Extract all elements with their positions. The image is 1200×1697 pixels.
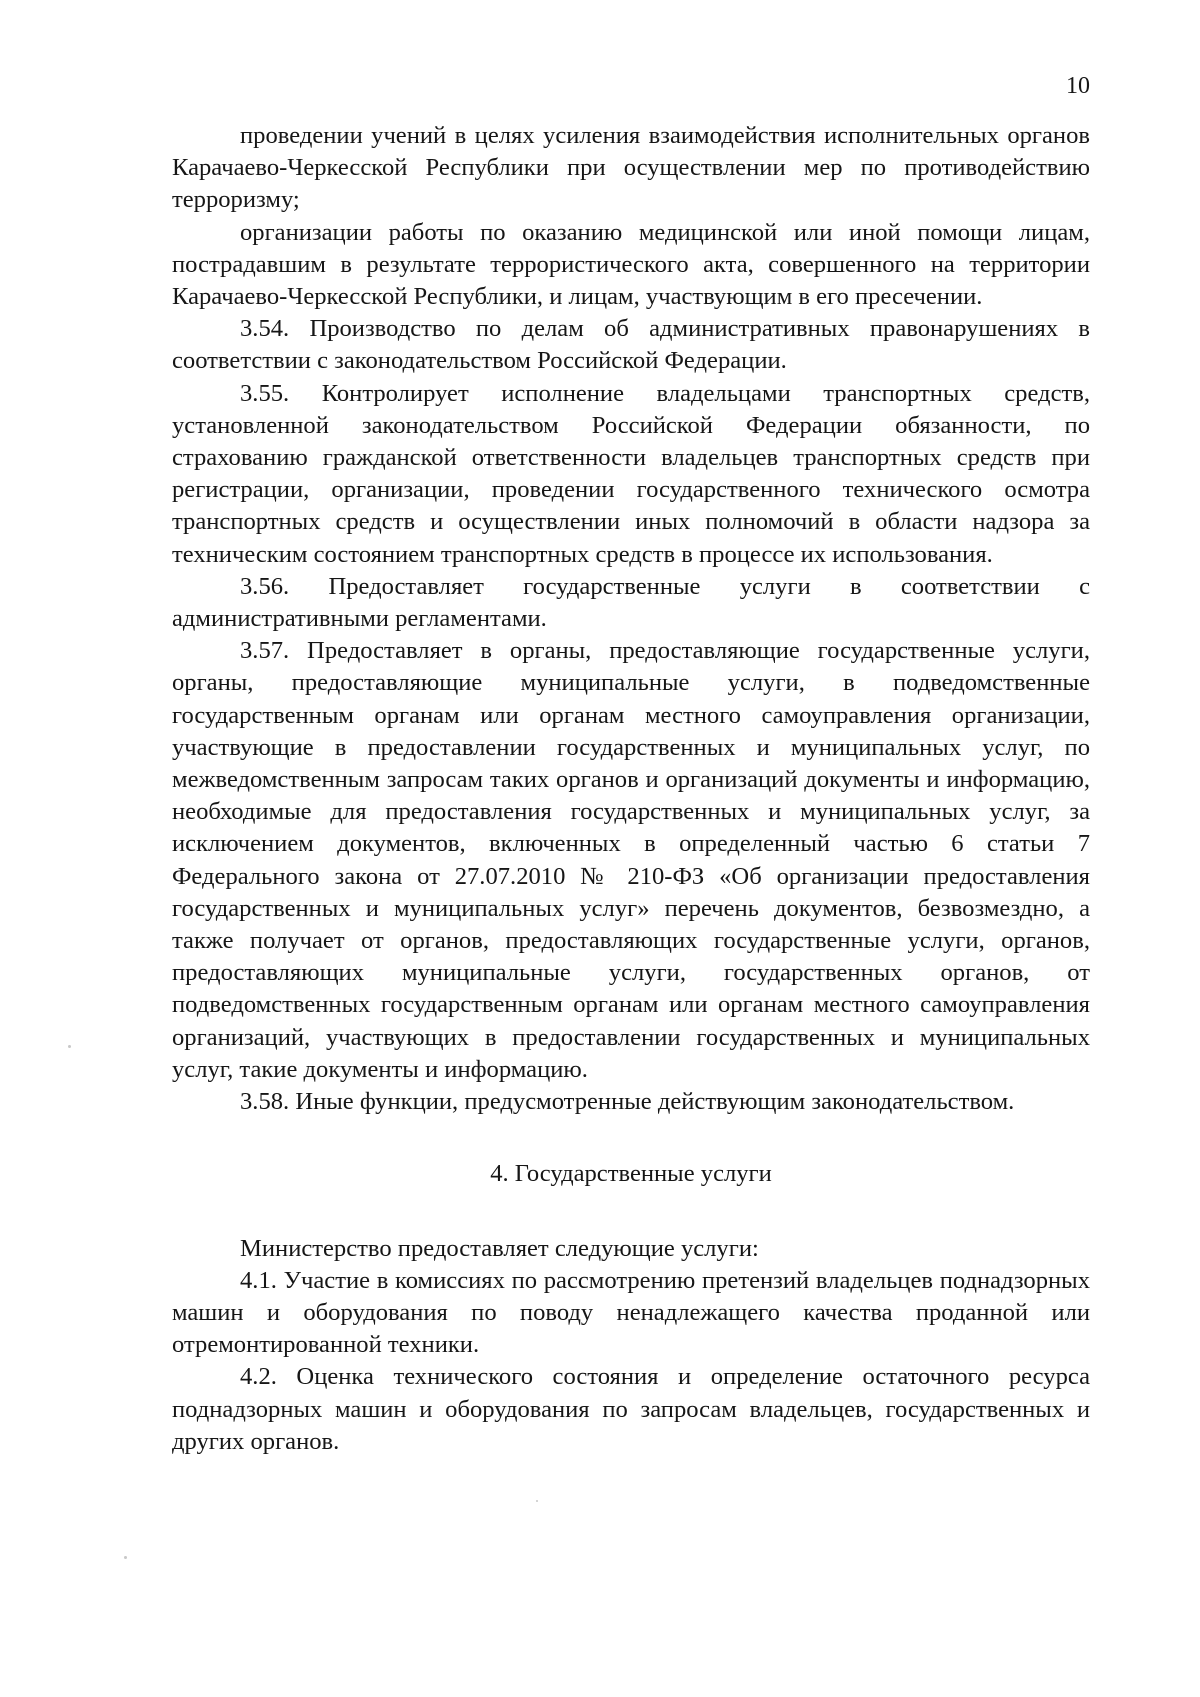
paragraph-3-55: 3.55. Контролирует исполнение владельцами транспортных средств, установленной законодательством Российской Федерации обязанности, по страхованию гражданской ответственности владельцев транспортных средств при регистрации, организации, проведении государственного технического осмотра транспортных средств и осуществлении иных полномочий в области надзора за техническим состоянием транспортных средств в процессе их использования. bbox=[172, 379, 1090, 568]
document-body bbox=[172, 120, 1090, 1458]
section-4-title: 4. Государственные услуги bbox=[490, 1160, 772, 1188]
paragraph-medical-aid: организации работы по оказанию медицинской или иной помощи лицам, пострадавшим в результате террористического акта, совершенного на территории Карачаево-Черкесской Республики, и лицам, участвующим в его пресечении. bbox=[172, 218, 1090, 311]
paragraph-3-54: 3.54. Производство по делам об административных правонарушениях в соответствии с законодательством Российской Федерации. bbox=[172, 315, 1090, 375]
paragraph-3-57: 3.57. Предоставляет в органы, предоставляющие государственные услуги, органы, предоставляющие муниципальные услуги, в подведомственные государственным органам или органам местного самоуправления организации, участвующие в предоставлении государственных и муниципальных услуг, по межведомственным запросам таких органов и организаций документы и информацию, необходимые для предоставления государственных и муниципальных услуг, за исключением документов, включенных в определенный частью 6 статьи 7 Федерального закона от 27.07.2010 № 210-ФЗ «Об организации предоставления государственных и муниципальных услуг» перечень документов, безвозмездно, а также получает от органов, предоставляющих государственные услуги, органов, предоставляющих муниципальные услуги, государственных органов, от подведомственных государственным органам или органам местного самоуправления организаций, участвующих в предоставлении государственных и муниципальных услуг, такие документы и информацию. bbox=[172, 637, 1090, 1083]
paragraph-4-2: 4.2. Оценка технического состояния и определение остаточного ресурса поднадзорных машин и оборудования по запросам владельцев, государственных и других органов. bbox=[172, 1363, 1090, 1455]
paragraph-exercises-continuation: проведении учений в целях усиления взаимодействия исполнительных органов Карачаево-Черкесской Республики при осуществлении мер по противодействию терроризму; bbox=[172, 122, 1090, 214]
paragraph-3-56: 3.56. Предоставляет государственные услуги в соответствии с административными регламентами. bbox=[172, 572, 1090, 633]
scan-speck bbox=[536, 1500, 538, 1502]
scan-speck bbox=[124, 1556, 127, 1559]
scan-speck bbox=[68, 1045, 71, 1048]
page-number: 10 bbox=[1066, 73, 1090, 99]
paragraph-services-intro: Министерство предоставляет следующие услуги: bbox=[240, 1234, 759, 1262]
paragraph-3-58: 3.58. Иные функции, предусмотренные действующим законодательством. bbox=[240, 1088, 1015, 1116]
paragraph-4-1: 4.1. Участие в комиссиях по рассмотрению претензий владельцев поднадзорных машин и оборудования по поводу ненадлежащего качества проданной или отремонтированной техники. bbox=[172, 1266, 1090, 1359]
